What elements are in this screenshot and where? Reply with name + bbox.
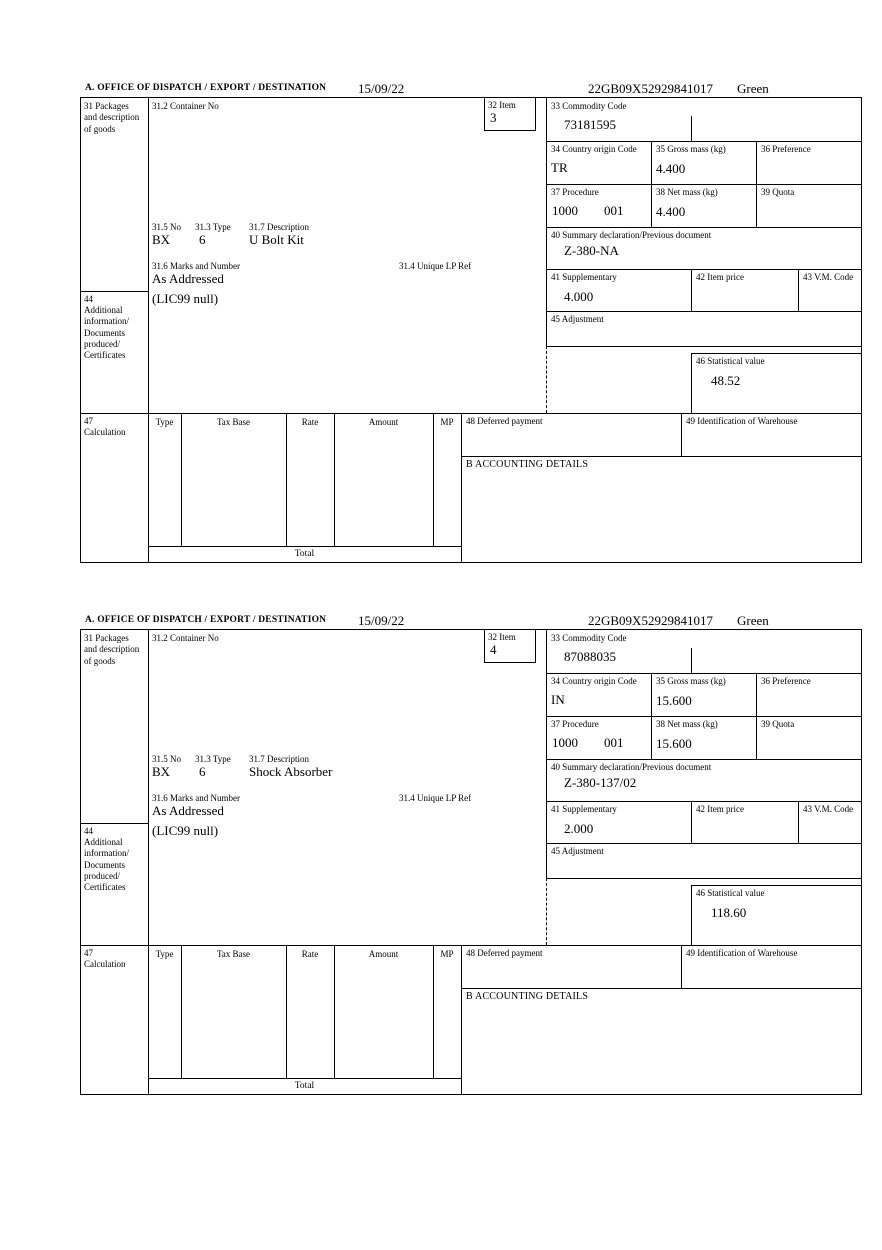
box34-label: 34 Country origin Code	[551, 144, 637, 154]
center-divider-dashed	[546, 346, 547, 413]
previous-document-value: Z-380-137/02	[564, 775, 637, 790]
sad-form-grid	[80, 629, 862, 1095]
table-column-line	[433, 413, 434, 546]
office-of-dispatch-header: A. OFFICE OF DISPATCH / EXPORT / DESTINATION	[85, 83, 327, 93]
box45-label: 45 Adjustment	[551, 846, 604, 856]
procedure-ext-value: 001	[604, 735, 624, 750]
item-number-value: 3	[490, 110, 497, 125]
box-32-item	[484, 98, 536, 131]
cell-divider	[756, 673, 757, 759]
box31-5-label: 31.5 No	[152, 754, 181, 764]
box48-label: 48 Deferred payment	[466, 416, 543, 426]
left-column-divider	[148, 630, 149, 1094]
box49-label: 49 Identification of Warehouse	[686, 416, 798, 426]
box31-label: 31 Packages and description of goods	[84, 101, 140, 134]
movement-reference-number: 22GB09X52929841017	[588, 613, 713, 628]
movement-reference-number: 22GB09X52929841017	[588, 81, 713, 96]
box41-label: 41 Supplementary	[551, 272, 617, 282]
marks-value: As Addressed	[152, 803, 224, 818]
statistical-value: 48.52	[711, 373, 741, 388]
box44-label: Additional information/ Documents produced/ Certificates	[84, 305, 129, 360]
country-origin-value: IN	[551, 692, 565, 707]
row-divider	[546, 269, 861, 270]
package-type-value: BX	[152, 764, 171, 779]
calculation-row-divider	[81, 945, 861, 946]
box47-label: Calculation	[84, 959, 126, 969]
box31-4-label: 31.4 Unique LP Ref	[399, 793, 472, 803]
box46-left-border	[691, 353, 692, 413]
total-row-line	[148, 1078, 461, 1079]
cell-divider	[798, 269, 799, 311]
commodity-code-value: 87088035	[564, 649, 616, 664]
cell-divider	[798, 801, 799, 843]
row-divider	[546, 227, 861, 228]
box36-label: 36 Preference	[761, 676, 811, 686]
box43-label: 43 V.M. Code	[803, 804, 854, 814]
total-label: Total	[294, 549, 315, 559]
additional-info-value: (LIC99 null)	[152, 291, 219, 306]
table-header-tax-base: Tax Base	[216, 417, 251, 427]
row-divider	[546, 878, 861, 879]
previous-document-value: Z-380-NA	[564, 243, 619, 258]
row-divider	[546, 843, 861, 844]
table-column-line	[181, 413, 182, 546]
center-divider-dashed	[546, 878, 547, 945]
box44-number: 44	[84, 294, 93, 304]
box44-label: Additional information/ Documents produced/ Certificates	[84, 837, 129, 892]
total-row-line	[148, 546, 461, 547]
table-header-type: Type	[155, 417, 174, 427]
box40-label: 40 Summary declaration/Previous document	[551, 762, 712, 772]
box31-2-label: 31.2 Container No	[152, 101, 219, 111]
box31-2-label: 31.2 Container No	[152, 633, 219, 643]
box31-3-label: 31.3 Type	[195, 222, 231, 232]
box46-left-border	[691, 885, 692, 945]
table-column-line	[181, 945, 182, 1078]
table-header-mp: MP	[440, 417, 454, 427]
row-divider	[546, 141, 861, 142]
cell-divider	[756, 141, 757, 227]
declaration-date: 15/09/22	[358, 81, 405, 96]
box-32-item	[484, 630, 536, 663]
procedure-value: 1000	[552, 735, 578, 750]
box35-label: 35 Gross mass (kg)	[656, 144, 726, 154]
left-column-divider	[148, 98, 149, 562]
center-divider	[546, 630, 547, 878]
table-header-rate: Rate	[301, 949, 319, 959]
box46-label: 46 Statistical value	[696, 356, 765, 366]
box36-label: 36 Preference	[761, 144, 811, 154]
cell-divider	[651, 141, 652, 227]
box46-top-border	[691, 353, 861, 354]
box31-7-label: 31.7 Description	[249, 222, 309, 232]
box47-label: Calculation	[84, 427, 126, 437]
box38-label: 38 Net mass (kg)	[656, 187, 718, 197]
procedure-ext-value: 001	[604, 203, 624, 218]
routing-status: Green	[737, 81, 769, 96]
row-divider	[546, 346, 861, 347]
box42-label: 42 Item price	[696, 804, 744, 814]
sad-form-grid	[80, 97, 862, 563]
goods-description-value: U Bolt Kit	[249, 232, 304, 247]
row-divider	[546, 311, 861, 312]
box48-label: 48 Deferred payment	[466, 948, 543, 958]
box48-box49-divider	[681, 945, 682, 988]
box41-label: 41 Supplementary	[551, 804, 617, 814]
box46-label: 46 Statistical value	[696, 888, 765, 898]
row-divider	[546, 801, 861, 802]
row-divider	[546, 759, 861, 760]
table-right-border	[461, 945, 462, 1094]
table-header-rate: Rate	[301, 417, 319, 427]
box31-6-label: 31.6 Marks and Number	[152, 261, 240, 271]
table-column-line	[286, 413, 287, 546]
box31-6-label: 31.6 Marks and Number	[152, 793, 240, 803]
box34-label: 34 Country origin Code	[551, 676, 637, 686]
table-column-line	[334, 413, 335, 546]
accounting-details-label: B ACCOUNTING DETAILS	[466, 459, 589, 470]
statistical-value: 118.60	[711, 905, 747, 920]
box46-top-border	[691, 885, 861, 886]
box49-label: 49 Identification of Warehouse	[686, 948, 798, 958]
office-of-dispatch-header: A. OFFICE OF DISPATCH / EXPORT / DESTINATION	[85, 615, 327, 625]
box31-box44-divider	[81, 823, 148, 824]
box37-label: 37 Procedure	[551, 187, 599, 197]
cell-divider	[651, 673, 652, 759]
supplementary-units-value: 4.000	[564, 289, 594, 304]
total-label: Total	[294, 1081, 315, 1091]
box31-4-label: 31.4 Unique LP Ref	[399, 261, 472, 271]
box31-7-label: 31.7 Description	[249, 754, 309, 764]
table-column-line	[334, 945, 335, 1078]
box38-label: 38 Net mass (kg)	[656, 719, 718, 729]
box37-label: 37 Procedure	[551, 719, 599, 729]
package-type-value: BX	[152, 232, 171, 247]
package-count-value: 6	[199, 764, 206, 779]
box47-number: 47	[84, 948, 93, 958]
country-origin-value: TR	[551, 160, 568, 175]
box39-label: 39 Quota	[761, 187, 795, 197]
box31-3-label: 31.3 Type	[195, 754, 231, 764]
marks-value: As Addressed	[152, 271, 224, 286]
accounting-details-label: B ACCOUNTING DETAILS	[466, 991, 589, 1002]
supplementary-units-value: 2.000	[564, 821, 594, 836]
table-header-tax-base: Tax Base	[216, 949, 251, 959]
table-right-border	[461, 413, 462, 562]
table-header-mp: MP	[440, 949, 454, 959]
box45-label: 45 Adjustment	[551, 314, 604, 324]
row-divider	[546, 716, 861, 717]
gross-mass-value: 15.600	[656, 693, 692, 708]
accounting-top-border	[461, 456, 861, 457]
commodity-code-value: 73181595	[564, 117, 616, 132]
section-header	[80, 612, 862, 629]
box33-label: 33 Commodity Code	[551, 633, 627, 643]
accounting-top-border	[461, 988, 861, 989]
declaration-date: 15/09/22	[358, 613, 405, 628]
box32-label: 32 Item	[488, 100, 516, 110]
box47-number: 47	[84, 416, 93, 426]
calculation-row-divider	[81, 413, 861, 414]
table-column-line	[286, 945, 287, 1078]
box44-number: 44	[84, 826, 93, 836]
box40-label: 40 Summary declaration/Previous document	[551, 230, 712, 240]
declaration-item-section	[80, 80, 862, 563]
goods-description-value: Shock Absorber	[249, 764, 333, 779]
item-number-value: 4	[490, 642, 497, 657]
box31-label: 31 Packages and description of goods	[84, 633, 140, 666]
package-count-value: 6	[199, 232, 206, 247]
gross-mass-value: 4.400	[656, 161, 686, 176]
table-column-line	[433, 945, 434, 1078]
commodity-code-tick	[691, 648, 692, 673]
box48-box49-divider	[681, 413, 682, 456]
routing-status: Green	[737, 613, 769, 628]
box35-label: 35 Gross mass (kg)	[656, 676, 726, 686]
declaration-item-section	[80, 612, 862, 1095]
row-divider	[546, 184, 861, 185]
row-divider	[546, 673, 861, 674]
box32-label: 32 Item	[488, 632, 516, 642]
net-mass-value: 15.600	[656, 736, 692, 751]
box42-label: 42 Item price	[696, 272, 744, 282]
additional-info-value: (LIC99 null)	[152, 823, 219, 838]
commodity-code-tick	[691, 116, 692, 141]
cell-divider	[691, 801, 692, 843]
table-header-amount: Amount	[368, 417, 399, 427]
box43-label: 43 V.M. Code	[803, 272, 854, 282]
table-header-amount: Amount	[368, 949, 399, 959]
box31-5-label: 31.5 No	[152, 222, 181, 232]
box31-box44-divider	[81, 291, 148, 292]
table-header-type: Type	[155, 949, 174, 959]
cell-divider	[691, 269, 692, 311]
procedure-value: 1000	[552, 203, 578, 218]
box39-label: 39 Quota	[761, 719, 795, 729]
center-divider	[546, 98, 547, 346]
net-mass-value: 4.400	[656, 204, 686, 219]
section-header	[80, 80, 862, 97]
box33-label: 33 Commodity Code	[551, 101, 627, 111]
